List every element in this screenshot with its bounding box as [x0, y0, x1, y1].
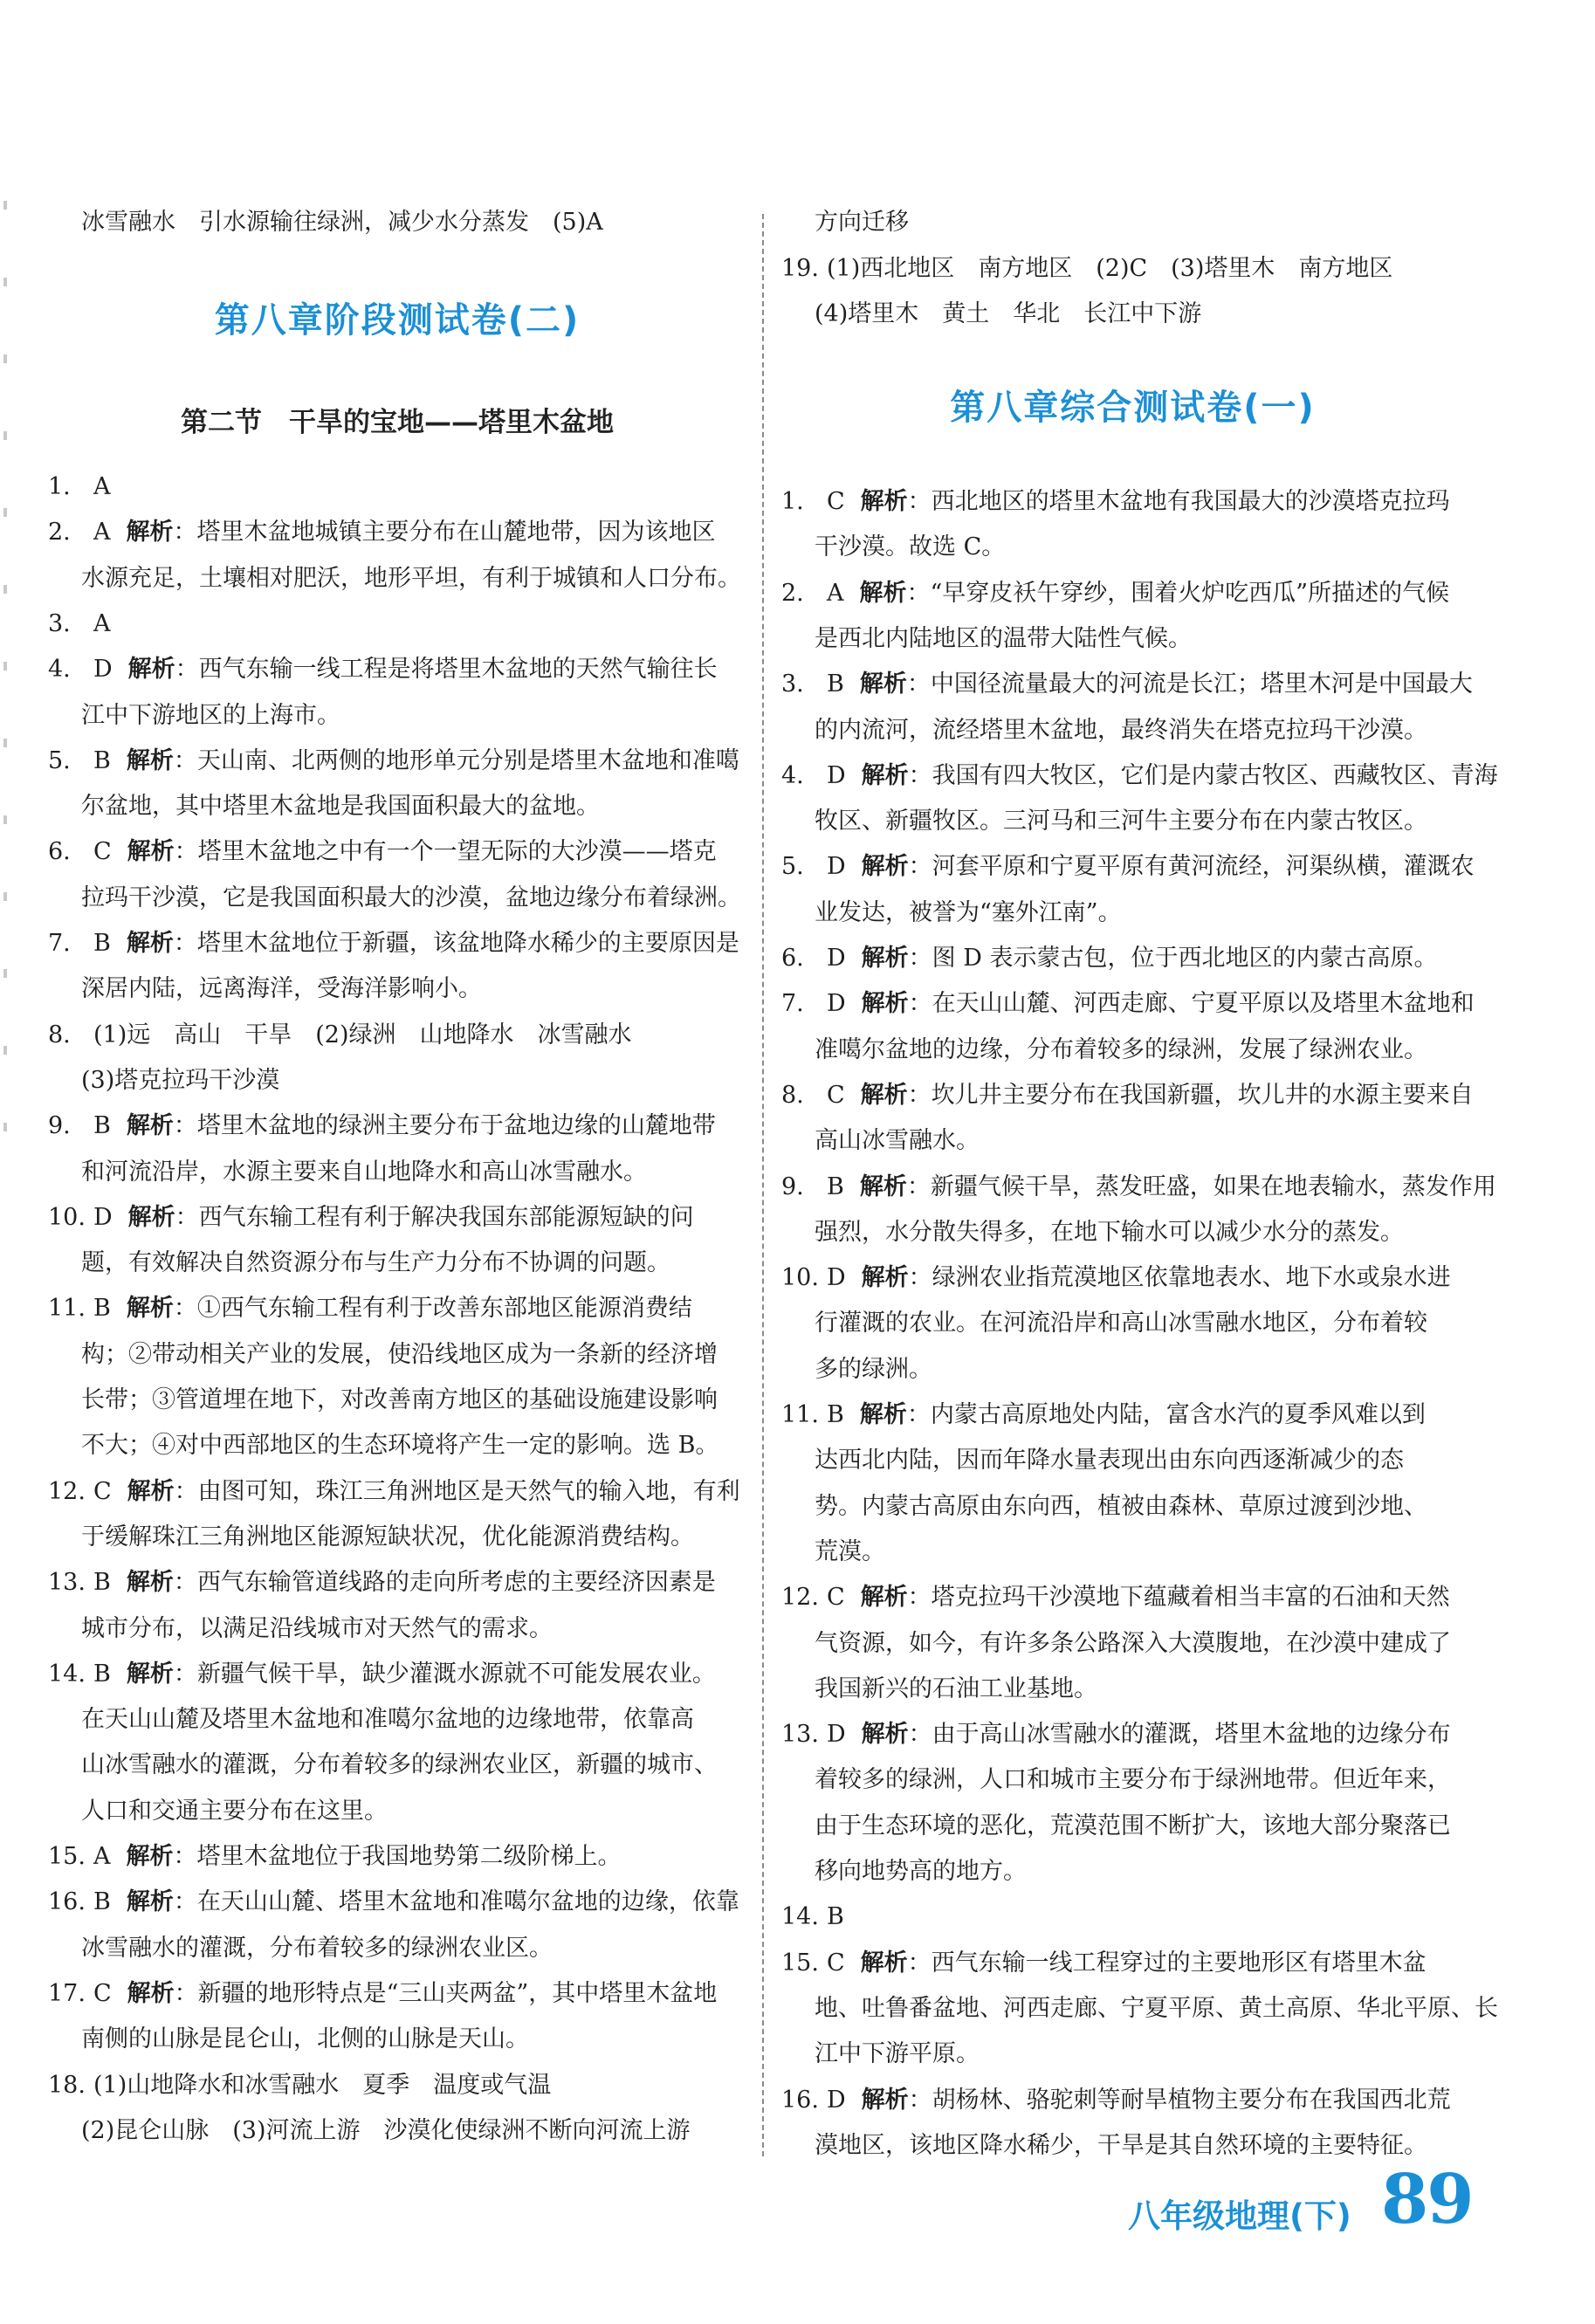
label-colon: ：: [173, 1888, 197, 1916]
answer-choice: C: [93, 1979, 112, 2007]
answer-choice: C: [827, 1081, 845, 1109]
answer-continuation-line: 牧区、新疆牧区。三河马和三河牛主要分布在内蒙古牧区。: [815, 808, 1427, 835]
answer-continuation-line: 城市分布，以满足沿线城市对天然气的需求。: [81, 1614, 553, 1642]
explanation-text: 塔里木盆地位于新疆，该盆地降水稀少的主要原因是: [196, 930, 739, 957]
answer-choice: B: [827, 670, 844, 698]
answer-continuation-line: 干沙漠。故选 C。: [815, 533, 1006, 561]
answer-choice: B: [827, 1903, 844, 1931]
question-number: 7.: [48, 930, 71, 957]
answer-choice: B: [93, 1295, 111, 1323]
explanation-label: 解析: [861, 853, 909, 881]
question-number: 9.: [781, 1172, 804, 1200]
explanation-label: 解析: [126, 746, 174, 774]
question-number: 3.: [48, 609, 71, 637]
explanation-label: 解析: [859, 1401, 907, 1428]
section-title: 第八章综合测试卷(一): [950, 388, 1316, 428]
answer-line: [48, 836, 717, 868]
answer-choice: C: [827, 488, 845, 515]
question-number: 12.: [781, 1584, 819, 1612]
question-number: 15.: [781, 1949, 819, 1977]
answer-choice: C: [827, 1584, 845, 1612]
answer-continuation-line: 漠地区，该地区降水稀少，干旱是其自然环境的主要特征。: [815, 2131, 1427, 2159]
label-colon: ：: [907, 1584, 932, 1612]
answer-line: [781, 486, 1450, 518]
question-number: 14.: [781, 1903, 819, 1931]
answer-line: [48, 1202, 694, 1234]
explanation-text: 胡杨林、骆驼刺等耐旱植物主要分布在我国西北荒: [932, 2086, 1451, 2114]
answer-choice: B: [93, 930, 111, 957]
answer-choice: A: [827, 579, 844, 607]
label-colon: ：: [173, 930, 197, 957]
answer-line: [48, 1567, 716, 1599]
answer-line: [48, 1293, 692, 1324]
explanation-label: 解析: [860, 1584, 908, 1612]
explanation-text: 塔里木盆地的绿洲主要分布于盆地边缘的山麓地带: [196, 1112, 716, 1140]
label-colon: ：: [907, 1949, 932, 1977]
answer-continuation-line: 构；②带动相关产业的发展，使沿线地区成为一条新的经济增: [81, 1340, 718, 1368]
explanation-label: 解析: [859, 670, 907, 698]
answer-choice: B: [93, 1660, 111, 1688]
label-colon: ：: [907, 1081, 932, 1109]
explanation-label: 解析: [861, 945, 909, 972]
question-number: 6.: [781, 945, 804, 972]
explanation-text: 塔里木盆地位于我国地势第二级阶梯上。: [196, 1843, 622, 1870]
answer-continuation-line: 业发达，被誉为“塞外江南”。: [815, 898, 1122, 926]
explanation-label: 解析: [861, 1264, 909, 1292]
question-number: 4.: [781, 761, 804, 789]
explanation-text: 西气东输管道线路的走向所考虑的主要经济因素是: [196, 1569, 716, 1597]
question-number: 11.: [48, 1295, 86, 1323]
label-colon: ：: [175, 656, 199, 684]
answer-line: [48, 2070, 551, 2101]
answer-line: [781, 578, 1449, 609]
answer-choice: C: [93, 1477, 112, 1505]
answer-line: [781, 1172, 1496, 1203]
label-colon: ：: [908, 1264, 932, 1292]
answer-line: [781, 1262, 1451, 1294]
explanation-text: 塔克拉玛干沙漠地下蕴藏着相当丰富的石油和天然: [931, 1584, 1450, 1612]
label-colon: ：: [173, 519, 197, 547]
explanation-text: 中国径流量最大的河流是长江；塔里木河是中国最大: [930, 670, 1473, 698]
answer-choice: B: [93, 1569, 111, 1597]
explanation-text: 由于高山冰雪融水的灌溉，塔里木盆地的边缘分布: [932, 1721, 1451, 1749]
answer-choice: D: [827, 1721, 846, 1749]
answer-continuation-line: 准噶尔盆地的边缘，分布着较多的绿洲，发展了绿洲农业。: [815, 1035, 1427, 1063]
label-colon: ：: [906, 670, 931, 698]
label-colon: ：: [173, 1843, 197, 1870]
section-subtitle: 第二节 干旱的宝地——塔里木盆地: [181, 407, 614, 438]
answer-choice: B: [827, 1401, 844, 1428]
explanation-label: 解析: [860, 488, 908, 515]
answer-line: [48, 1841, 622, 1873]
explanation-text: 河套平原和宁夏平原有黄河流经，河渠纵横，灌溉农: [932, 853, 1475, 881]
explanation-text: 西气东输一线工程穿过的主要地形区有塔里木盆: [931, 1949, 1427, 1977]
answer-continuation-line: 的内流河，流经塔里木盆地，最终消失在塔克拉玛干沙漠。: [815, 716, 1427, 744]
explanation-label: 解析: [861, 761, 909, 789]
continuation-text: 冰雪融水 引水源输往绿洲，减少水分蒸发 (5)A: [81, 209, 603, 236]
answer-continuation-line: 达西北内陆，因而年降水量表现出由东向西逐渐减少的态: [815, 1447, 1404, 1475]
answer-continuation-line: (2)昆仑山脉 (3)河流上游 沙漠化使绿洲不断向河流上游: [81, 2116, 691, 2144]
answer-choice: D: [827, 853, 846, 881]
question-number: 16.: [781, 2086, 819, 2114]
answer-line: [781, 1719, 1451, 1750]
question-number: 4.: [48, 656, 71, 684]
answer-choice: D: [827, 2086, 846, 2114]
answer-choice: D: [93, 656, 113, 684]
answer-choice: C: [93, 838, 112, 866]
answer-continuation-line: 山冰雪融水的灌溉，分布着较多的绿洲农业区，新疆的城市、: [81, 1751, 718, 1779]
answer-line: [781, 1399, 1426, 1431]
explanation-text: 由图可知，珠江三角洲地区是天然气的输入地，有利: [197, 1477, 740, 1505]
label-colon: ：: [906, 579, 931, 607]
column-divider: [762, 214, 764, 2156]
answer-line: [48, 1476, 740, 1508]
answer-choice: B: [93, 746, 111, 774]
explanation-text: 在天山山麓、河西走廊、宁夏平原以及塔里木盆地和: [932, 990, 1475, 1018]
explanation-text: 天山南、北两侧的地形单元分别是塔里木盆地和准噶: [196, 746, 739, 774]
answer-continuation-line: 由于生态环境的恶化，荒漠范围不断扩大，该地大部分聚落已: [815, 1812, 1451, 1839]
answer-line: [48, 1110, 716, 1142]
label-colon: ：: [173, 1112, 197, 1140]
answer-continuation-line: 于缓解珠江三角洲地区能源短缺状况，优化能源消费结构。: [81, 1523, 694, 1550]
label-colon: ：: [173, 1569, 197, 1597]
label-colon: ：: [908, 990, 932, 1018]
answer-continuation-line: 江中下游地区的上海市。: [81, 701, 340, 729]
explanation-text: 绿洲农业指荒漠地区依靠地表水、地下水或泉水进: [932, 1264, 1451, 1292]
label-colon: ：: [907, 488, 932, 515]
explanation-text: 塔里木盆地城镇主要分布在山麓地带，因为该地区: [196, 519, 716, 547]
answer-continuation-line: 尔盆地，其中塔里木盆地是我国面积最大的盆地。: [81, 793, 600, 821]
explanation-label: 解析: [860, 1081, 908, 1109]
question-number: 17.: [48, 1979, 86, 2007]
answer-continuation-line: 南侧的山脉是昆仑山，北侧的山脉是天山。: [81, 2025, 529, 2053]
question-number: 3.: [781, 670, 804, 698]
explanation-text: 图 D 表示蒙古包，位于西北地区的内蒙古高原。: [932, 945, 1438, 972]
answer-continuation-line: 在天山山麓及塔里木盆地和准噶尔盆地的边缘地带，依靠高: [81, 1706, 694, 1734]
answer-line: [781, 988, 1475, 1020]
answer-continuation-line: 冰雪融水的灌溉，分布着较多的绿洲农业区。: [81, 1934, 553, 1962]
explanation-label: 解析: [126, 930, 174, 957]
question-number: 14.: [48, 1660, 86, 1688]
question-number: 13.: [48, 1569, 86, 1597]
explanation-label: 解析: [861, 1721, 909, 1749]
label-colon: ：: [175, 1203, 199, 1231]
answer-choice: D: [827, 761, 846, 789]
answer-continuation-line: 我国新兴的石油工业基地。: [815, 1674, 1097, 1702]
answer-line: [48, 654, 718, 685]
label-colon: ：: [174, 1477, 198, 1505]
answer-line: [781, 1080, 1474, 1111]
question-number: 1.: [781, 488, 804, 515]
explanation-label: 解析: [127, 656, 175, 684]
explanation-label: 解析: [127, 1979, 175, 2007]
explanation-text: 坎儿井主要分布在我国新疆，坎儿井的水源主要来自: [931, 1081, 1474, 1109]
explanation-label: 解析: [127, 1203, 175, 1231]
answer-line: [781, 943, 1437, 974]
answer-continuation-line: 着较多的绿洲，人口和城市主要分布于绿洲地带。但近年来，: [815, 1766, 1451, 1794]
answer-line: [781, 760, 1498, 792]
answer-line: [781, 1901, 860, 1933]
answer-line: [48, 1887, 739, 1918]
question-number: 12.: [48, 1477, 86, 1505]
continuation-text: 方向迁移: [815, 209, 909, 236]
question-number: 15.: [48, 1843, 86, 1870]
answer-continuation-line: 水源充足，土壤相对肥沃，地形平坦，有利于城镇和人口分布。: [81, 564, 741, 592]
answer-continuation-line: 和河流沿岸，水源主要来自山地降水和高山冰雪融水。: [81, 1158, 647, 1186]
answer-line: [48, 928, 739, 959]
answer-choice: A: [93, 519, 111, 547]
label-colon: ：: [906, 1172, 931, 1200]
answer-continuation-line: 人口和交通主要分布在这里。: [81, 1797, 388, 1825]
question-number: 8.: [48, 1021, 71, 1049]
answer-choice: D: [93, 1203, 113, 1231]
question-number: 5.: [781, 853, 804, 881]
binding-margin-marks: [0, 201, 17, 1161]
explanation-label: 解析: [126, 1112, 174, 1140]
explanation-text: 新疆气候干旱，缺少灌溉水源就不可能发展农业。: [196, 1660, 716, 1688]
answer-continuation-line: (4)塔里木 黄土 华北 长江中下游: [815, 300, 1202, 328]
answer-choice: A: [93, 473, 111, 500]
explanation-label: 解析: [859, 579, 907, 607]
answer-continuation-line: 行灌溉的农业。在河流沿岸和高山冰雪融水地区，分布着较: [815, 1310, 1427, 1337]
explanation-text: ①西气东输工程有利于改善东部地区能源消费结: [196, 1295, 692, 1323]
explanation-text: 新疆气候干旱，蒸发旺盛，如果在地表输水，蒸发作用: [930, 1172, 1496, 1200]
answer-continuation-line: 江中下游平原。: [815, 2040, 980, 2068]
explanation-label: 解析: [861, 990, 909, 1018]
answer-text: (1)远 高山 干旱 (2)绿洲 山地降水 冰雪融水: [93, 1021, 632, 1049]
answer-line: [781, 669, 1473, 700]
answer-line: [781, 1948, 1427, 1979]
answer-line: [48, 1659, 716, 1690]
answer-line: [48, 1020, 632, 1051]
question-number: 2.: [48, 519, 71, 547]
answer-choice: B: [93, 1112, 111, 1140]
answer-continuation-line: 是西北内陆地区的温带大陆性气候。: [815, 624, 1192, 652]
question-number: 19.: [781, 255, 819, 282]
question-number: 8.: [781, 1081, 804, 1109]
answer-text: (1)西北地区 南方地区 (2)C (3)塔里木 南方地区: [827, 255, 1393, 282]
explanation-text: 我国有四大牧区，它们是内蒙古牧区、西藏牧区、青海: [932, 761, 1498, 789]
explanation-label: 解析: [127, 838, 175, 866]
explanation-label: 解析: [861, 2086, 909, 2114]
label-colon: ：: [908, 853, 932, 881]
answer-continuation-line: (3)塔克拉玛干沙漠: [81, 1066, 280, 1094]
question-number: 2.: [781, 579, 804, 607]
label-colon: ：: [908, 1721, 932, 1749]
answer-line: [781, 253, 1392, 285]
explanation-label: 解析: [126, 1660, 174, 1688]
explanation-label: 解析: [126, 1888, 174, 1916]
page-number: 89: [1381, 2160, 1473, 2239]
explanation-text: 塔里木盆地之中有一个一望无际的大沙漠——塔克: [197, 838, 717, 866]
question-number: 6.: [48, 838, 71, 866]
section-title: 第八章阶段测试卷(二): [214, 300, 581, 340]
answer-choice: D: [827, 1264, 846, 1292]
explanation-text: 西气东输一线工程是将塔里木盆地的天然气输往长: [198, 656, 718, 684]
explanation-label: 解析: [126, 1569, 174, 1597]
answer-choice: A: [93, 1843, 111, 1870]
explanation-text: 新疆的地形特点是“三山夹两盆”，其中塔里木盆地: [197, 1979, 718, 2007]
label-colon: ：: [173, 1295, 197, 1323]
question-number: 16.: [48, 1888, 86, 1916]
label-colon: ：: [174, 838, 198, 866]
answer-continuation-line: 强烈，水分散失得多，在地下输水可以减少水分的蒸发。: [815, 1218, 1404, 1246]
explanation-text: “早穿皮袄午穿纱，围着火炉吃西瓜”所描述的气候: [930, 579, 1450, 607]
label-colon: ：: [173, 746, 197, 774]
question-number: 7.: [781, 990, 804, 1018]
explanation-label: 解析: [126, 1843, 174, 1870]
answer-line: [48, 1978, 717, 2010]
answer-continuation-line: 气资源，如今，有许多条公路深入大漠腹地，在沙漠中建成了: [815, 1629, 1451, 1657]
explanation-label: 解析: [126, 519, 174, 547]
question-number: 11.: [781, 1401, 819, 1428]
answer-line: [781, 851, 1475, 883]
explanation-text: 在天山山麓、塔里木盆地和准噶尔盆地的边缘，依靠: [196, 1888, 739, 1916]
question-number: 5.: [48, 746, 71, 774]
answer-continuation-line: 深居内陆，远离海洋，受海洋影响小。: [81, 975, 482, 1003]
label-colon: ：: [908, 761, 932, 789]
answer-continuation-line: 高山冰雪融水。: [815, 1127, 980, 1155]
answer-continuation-line: 势。内蒙古高原由东向西，植被由森林、草原过渡到沙地、: [815, 1492, 1427, 1520]
explanation-text: 西气东输工程有利于解决我国东部能源短缺的问: [198, 1203, 694, 1231]
answer-choice: D: [827, 990, 846, 1018]
question-number: 10.: [48, 1203, 86, 1231]
answer-continuation-line: 不大；④对中西部地区的生态环境将产生一定的影响。选 B。: [81, 1432, 719, 1460]
question-number: 18.: [48, 2071, 86, 2099]
answer-continuation-line: 移向地势高的地方。: [815, 1858, 1027, 1885]
explanation-label: 解析: [860, 1949, 908, 1977]
question-number: 10.: [781, 1264, 819, 1292]
answer-line: [781, 2085, 1451, 2116]
explanation-label: 解析: [859, 1172, 907, 1200]
answer-choice: D: [827, 945, 846, 972]
answer-line: [48, 746, 739, 777]
answer-line: [48, 609, 127, 640]
explanation-label: 解析: [127, 1477, 175, 1505]
question-number: 9.: [48, 1112, 71, 1140]
answer-line: [48, 471, 127, 503]
answer-choice: C: [827, 1949, 845, 1977]
answer-continuation-line: 荒漠。: [815, 1537, 885, 1565]
label-colon: ：: [906, 1401, 931, 1428]
answer-choice: B: [93, 1888, 111, 1916]
answer-line: [48, 517, 716, 548]
explanation-text: 内蒙古高原地处内陆，富含水汽的夏季风难以到: [930, 1401, 1426, 1428]
footer-grade-subject: 八年级地理(下): [1128, 2197, 1351, 2235]
answer-continuation-line: 题，有效解决自然资源分布与生产力分布不协调的问题。: [81, 1249, 670, 1277]
answer-line: [781, 1582, 1450, 1613]
explanation-label: 解析: [126, 1295, 174, 1323]
explanation-text: 西北地区的塔里木盆地有我国最大的沙漠塔克拉玛: [931, 488, 1450, 515]
answer-continuation-line: 地、吐鲁番盆地、河西走廊、宁夏平原、黄土高原、华北平原、长: [815, 1994, 1498, 2022]
question-number: 13.: [781, 1721, 819, 1749]
answer-continuation-line: 多的绿洲。: [815, 1355, 932, 1383]
answer-continuation-line: 拉玛干沙漠，它是我国面积最大的沙漠，盆地边缘分布着绿洲。: [81, 884, 741, 911]
question-number: 1.: [48, 473, 71, 500]
label-colon: ：: [173, 1660, 197, 1688]
answer-choice: A: [93, 609, 111, 637]
label-colon: ：: [174, 1979, 198, 2007]
answer-continuation-line: 长带；③管道埋在地下，对改善南方地区的基础设施建设影响: [81, 1386, 718, 1413]
label-colon: ：: [908, 2086, 932, 2114]
answer-text: (1)山地降水和冰雪融水 夏季 温度或气温: [93, 2071, 552, 2099]
label-colon: ：: [908, 945, 932, 972]
answer-choice: B: [827, 1172, 844, 1200]
